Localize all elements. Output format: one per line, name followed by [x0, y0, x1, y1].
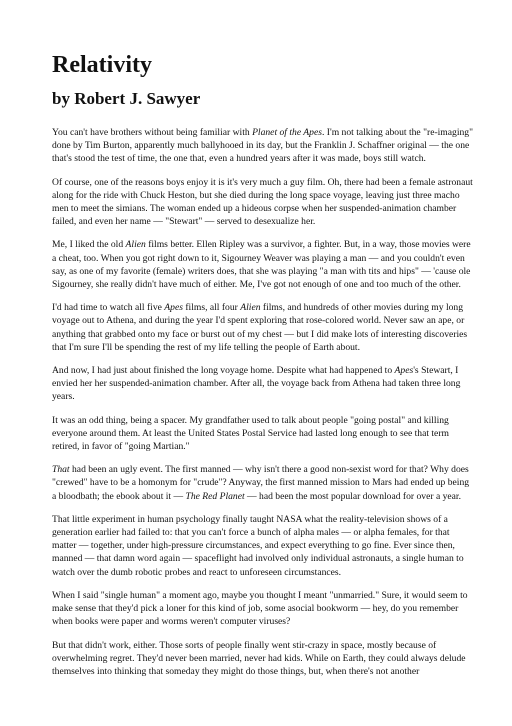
italic-title-text: The Red Planet: [185, 490, 245, 502]
body-paragraph: [52, 639, 474, 679]
paragraph-text: films, all four: [182, 302, 241, 314]
italic-title-text: Planet of the Apes: [252, 127, 322, 138]
paragraph-text: When I said "single human" a moment ago, maybe you thought I meant "unmarried." Sure, it would seem to make sense that they'd pick a loner for this kind of job, some asocial bookworm — hey, do you remember when books were paper and worms weren't computer viruses?: [52, 589, 468, 628]
paragraph-text: I'd had time to watch all five: [52, 302, 165, 314]
italic-title-text: Alien: [125, 239, 146, 251]
paragraph-text: Of course, one of the reasons boys enjoy it is it's very much a guy film. Oh, there had been a female astronaut along for the ride with Chuck Heston, but she died during the long space voyage, leaving just three macho men to meet the simians. The woman ended up a hideous corpse when her suspended-animation chamber failed, and even her name — "Stewart" — served to desexualize her.: [52, 176, 473, 228]
italic-title-text: Alien: [240, 302, 261, 314]
paragraph-text: You can't have brothers without being familiar with: [52, 127, 253, 138]
italic-title-text: That: [52, 464, 70, 476]
story-body: [52, 126, 474, 678]
italic-title-text: Apes: [164, 302, 183, 314]
story-title: Relativity: [52, 52, 152, 78]
paragraph-text: Me, I liked the old: [52, 239, 126, 251]
body-paragraph: [52, 126, 474, 166]
paragraph-text: — had been the most popular download for over a year.: [244, 490, 461, 502]
body-paragraph: [52, 364, 474, 404]
body-paragraph: [52, 463, 474, 503]
body-paragraph: [52, 238, 474, 291]
story-byline: by Robert J. Sawyer: [52, 89, 201, 108]
body-paragraph: [52, 589, 474, 629]
body-paragraph: [52, 301, 474, 354]
paragraph-text: . I'm not talking about the "re-imaging" done by Tim Burton, apparently much ballyhooed in its day, but the Franklin J. Schaffner original — the one that's stood the test of time, the one that, even a hundred years after it was made, boys still watch.: [52, 127, 474, 165]
paragraph-text: And now, I had just about finished the long voyage home. Despite what had happened to: [52, 365, 395, 377]
paragraph-text: It was an odd thing, being a spacer. My grandfather used to talk about people "going postal" and killing everyone around them. At least the United States Postal Service had lasted long enough to see that term retired, in favor of "going Martian.": [52, 414, 449, 453]
paragraph-text: had been an ugly event. The first manned — why isn't there a good non-sexist word for that? Why does "crewed" have to be a homonym for "crude"? Anyway, the first manned mission to Mars had ended up being a bloodbath; the ebook about it —: [52, 464, 470, 502]
paragraph-text: films, and hundreds of other movies during my long voyage out to Athena, and during the year I'd spent exploring that rose-colored world. Never saw an ape, or anything that grabbed onto my face or burst out of my chest — but I did make lots of interesting discoveries that I'm sure I'll be spending the rest of my life telling the people of Earth about.: [52, 302, 468, 353]
paragraph-text: 's Stewart, I envied her her suspended-animation chamber. After all, the voyage back from Athena had taken three long years.: [52, 365, 461, 403]
paragraph-text: But that didn't work, either. Those sorts of people finally went stir-crazy in space, mostly because of overwhelming regret. They'd never been married, never had kids. While on Earth, they could always delude themselves into thinking that someday they might do those things, but, when there's not another: [52, 639, 466, 677]
body-paragraph: [52, 414, 474, 454]
paragraph-text: films better. Ellen Ripley was a survivor, a fighter. But, in a way, those movies were a cheat, too. When you got right down to it, Sigourney Weaver was playing a man — and you couldn't even say, as one of my favorite (female) writers does, that she was playing "a man with tits and hips" — 'cause ole Sigourney, she really didn't have much of either. Me, I've got not enough of one and too much of the other.: [52, 239, 471, 291]
paragraph-text: That little experiment in human psychology finally taught NASA what the reality-television shows of a generation earlier had failed to: that you can't force a bunch of alpha males — or alpha females, for that matter — together, under high-pressure circumstances, and expect everything to go fine. Ever since then, manned — that damn word again — spaceflight had involved only individual astronauts, a single human to watch over the dumb robotic probes and react to unforeseen circumstances.: [52, 513, 464, 578]
italic-title-text: Apes: [394, 365, 414, 377]
body-paragraph: [52, 513, 474, 579]
body-paragraph: [52, 176, 474, 229]
